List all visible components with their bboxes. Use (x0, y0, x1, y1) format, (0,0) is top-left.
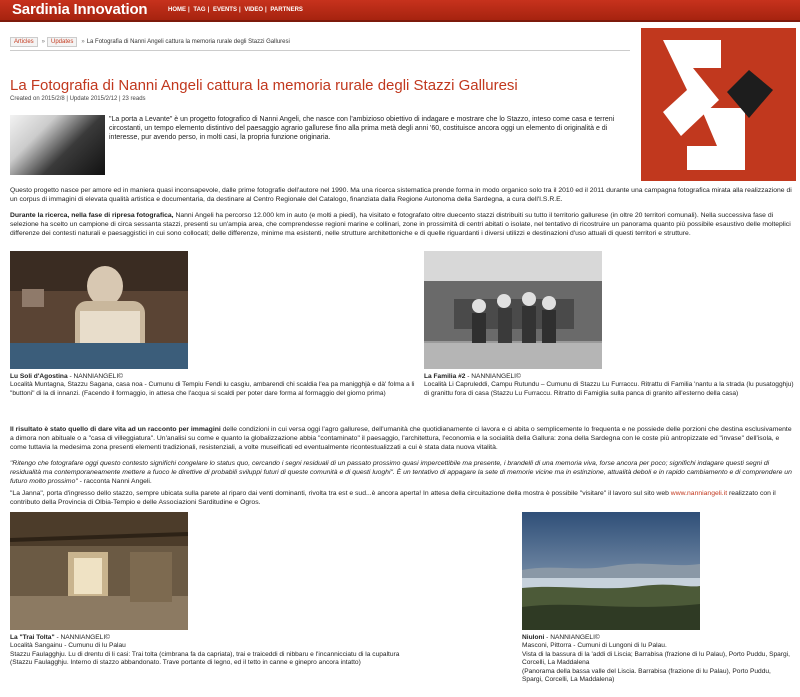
nav-separator: | (188, 7, 190, 13)
caption-lu-soli (10, 373, 430, 398)
breadcrumb-separator: » (41, 39, 46, 45)
article-paragraph-1: Questo progetto nasce per amore ed in maniera quasi inconsapevole, dalle prime fotografie dell'autore nel 1990. Ma una ricerca sistematica prende forma in modo organico solo tra il 2010 ed il 2011 durante una campagna fotografica mirata alla realizzazione di un corpus di immagini di elevata qualità artistica e documentaria, da destinare al Centro Regionale del Catalogo, finanziata dalla Regione Autonoma della Sardegna, a cura dell'I.S.R.E. (10, 187, 792, 203)
caption-trai-tolta-title: La "Trai Tolta" (10, 634, 55, 641)
article-paragraph-3 (10, 425, 795, 452)
nav-video[interactable]: VIDEO (244, 7, 263, 13)
paragraph-4-body: "La Janna", porta d'ingresso dello stazzo, sempre ubicata sulla parete al riparo dai venti dominanti, rivolta tra est e sud...è ancora aperta! In attesa della circuitazione della mostra è possibile "visitare" il lavoro sul sito web (10, 490, 671, 497)
caption-niuloni-credit: - NANNIANGELI© (544, 634, 600, 641)
breadcrumb-updates[interactable]: Updates (47, 37, 77, 47)
nav-separator: | (238, 7, 241, 13)
nav-events[interactable]: EVENTS (212, 7, 237, 13)
article-meta: Created on 2015/2/8 | Update 2015/2/12 | 23 reads (10, 96, 146, 102)
caption-niuloni-title: Niuloni (522, 634, 545, 641)
site-brand[interactable]: Sardinia Innovation (12, 1, 148, 18)
paragraph-2-body: Nanni Angeli ha percorso 12.000 km in auto (e molti a piedi), ha visitato e fotografato oltre duecento stazzi distribuiti su tutto il territorio gallurese (in oltre 20 territori comunali). Nella successiva fase di selezione ha scelto un campione di circa sessanta stazzi, presenti su un'ampia area, che comprendesse regioni marine e collinari, zone in prossimità di centri abitati o isolate, nel tentativo di ricostruire un panorama quanto più possibile esaustivo delle molteplici differenze dei contesti naturali e paesaggistici in cui sono collocati; delle differenze, minime ma esistenti, nelle strutture architettoniche e di quelle riguardanti i diversi utilizzi e destinazioni d'uso attuali di questi territori e strutture. (10, 212, 791, 237)
top-navigation-bar (0, 0, 800, 22)
nav-partners[interactable]: PARTNERS (270, 7, 303, 13)
article-paragraph-4 (10, 489, 795, 507)
sardinia-innovation-logo (641, 28, 796, 181)
breadcrumb-articles[interactable]: Articles (10, 37, 38, 47)
nav-separator: | (207, 7, 210, 13)
breadcrumb-separator: » (81, 39, 85, 45)
photo-lu-soli-dagostina[interactable] (10, 251, 188, 369)
article-paragraph-2 (10, 211, 795, 238)
photo-niuloni[interactable] (522, 512, 700, 630)
author-photo (10, 115, 105, 175)
caption-lu-soli-text: Località Muntagna, Stazzu Sagana, casa noa - Cumunu di Tempiu Fendi lu casgiu, ambarendi chi scaldia l'ea pa manigghjà e dà' folma a li "buttoni" di la di innanzi. (Facendo il formaggio, in attesa che l'acqua si scaldi per poter dare forma al formaggio del giorno prima) (10, 381, 415, 397)
divider (10, 50, 630, 51)
caption-lu-soli-title: Lu Soli d'Agostina (10, 373, 68, 380)
caption-trai-tolta-text: Località Sangainu - Cumunu di lu Palau Stazzu Faulagghju. Lu di drentu di li casi: Trai tolta (cimbrana fa da capriata), trai e traiceddi di nibbaru e l'incannicciatu di la cupaltura (Stazzu Faulagghju. Interno di stazzo abbandonato. Trave portante di legno, ed il tetto in canne e ginepro ancora intatto) (10, 642, 400, 667)
caption-niuloni-text: Masconi, Pittorra - Cumuni di Lungoni di lu Palau. Vista di la bassura di la 'addi di Liscia; Barrabisa (frazione di lu Palau), Porto Puddu, Spargi, Corcelli, La Maddalena (Panorama della bassa valle del Liscia. Barrabisa (frazione di lu Palau), Porto Puddu, Spargi, Corcelli, La Maddalena) (522, 642, 790, 684)
nav-separator: | (265, 7, 267, 13)
paragraph-2-lead: Durante la ricerca, nella fase di ripresa fotografica, (10, 212, 174, 219)
photo-trai-tolta[interactable] (10, 512, 188, 630)
article-quote (10, 459, 795, 486)
caption-la-familia-credit: - NANNIANGELI© (465, 373, 521, 380)
nav-tag[interactable]: TAG (193, 7, 206, 13)
paragraph-3-lead: Il risultato è stato quello di dare vita ad un racconto per immagini (10, 426, 221, 433)
breadcrumb-current: La Fotografia di Nanni Angeli cattura la memoria rurale degli Stazzi Galluresi (86, 39, 290, 45)
breadcrumb (10, 37, 290, 47)
website-link[interactable]: www.nanniangeli.it (670, 490, 728, 497)
caption-la-familia-title: La Familia #2 (424, 373, 466, 380)
quote-attribution: - racconta Nanni Angeli. (77, 478, 152, 485)
caption-la-familia-text: Località Li Capruleddi, Campu Rutundu – Cumunu di Stazzu Lu Furraccu. Ritrattu di Familia 'nantu a la strada (lu pusatogghju) di granittu fora di casa (Stazzu Lu Furraccu. Ritratto di Famiglia sulla panca di granito all'esterno della casa) (424, 381, 794, 397)
caption-lu-soli-credit: - NANNIANGELI© (67, 373, 124, 380)
photo-la-familia-2[interactable] (424, 251, 602, 369)
main-nav (168, 0, 305, 20)
paragraph-4-tail: realizzato con il contributo della Provincia di Olbia-Tempio e delle Associazioni Sarditudine e Ogros. (10, 490, 776, 506)
caption-trai-tolta (10, 634, 410, 668)
caption-niuloni (522, 634, 792, 684)
caption-la-familia (424, 373, 796, 398)
logo-mark-icon (641, 28, 796, 181)
caption-trai-tolta-credit: - NANNIANGELI© (54, 634, 111, 641)
article-title: La Fotografia di Nanni Angeli cattura la memoria rurale degli Stazzi Galluresi (10, 77, 518, 94)
article-intro: "La porta a Levante" è un progetto fotografico di Nanni Angeli, che nasce con l'ambizioso obiettivo di indagare e mostrare che lo Stazzo, inteso come casa e terreni circostanti, un tempo elemento distintivo del paesaggio agrario gallurese fino alla prima metà degli anni '60, costituisce ancora oggi un elemento di originalità e di interesse, pur avendo perso, in molti casi, la propria funzione originaria. (109, 116, 615, 141)
paragraph-3-body: delle condizioni in cui versa oggi l'agro gallurese, dell'umanità che quotidianamente ci lavora e ci abita o semplicemente lo frequenta e ne possiede delle porzioni che destina esclusivamente a dimora non abituale o a "casa di villeggiatura". Un'analisi su come e quanto la globalizzazione abbia "contaminato" il paesaggio, l'architettura, l'economia e la socialità della Gallura: zona della Sardegna con le coste più antropizzate ed "invase" dell'isola, e come tuttavia la medesima zona presenti elementi tradizionali, resistenziali, a volte museificati ed eventualmente ricontestualizzati a cui è stata data nuova vitalità. (10, 426, 792, 451)
quote-text: "Ritengo che fotografare oggi questo contesto significhi congelare lo status quo, cercando i segni residuali di un passato prossimo quasi impercettibile ma presente, i brandelli di una memoria viva, forse ancora per poco; significhi indagare questi segni di residualità ma contemporaneamente mettere a fuoco le direttive di probabili sviluppi futuri di queste comunità e di questi luoghi". È un tentativo di appagare la sete di memorie vicine ma in estinzione, attualità deboli e in rapido cambiamento e di comprendere un futuro molto prossimo" (10, 460, 792, 485)
nav-home[interactable]: HOME (168, 7, 186, 13)
